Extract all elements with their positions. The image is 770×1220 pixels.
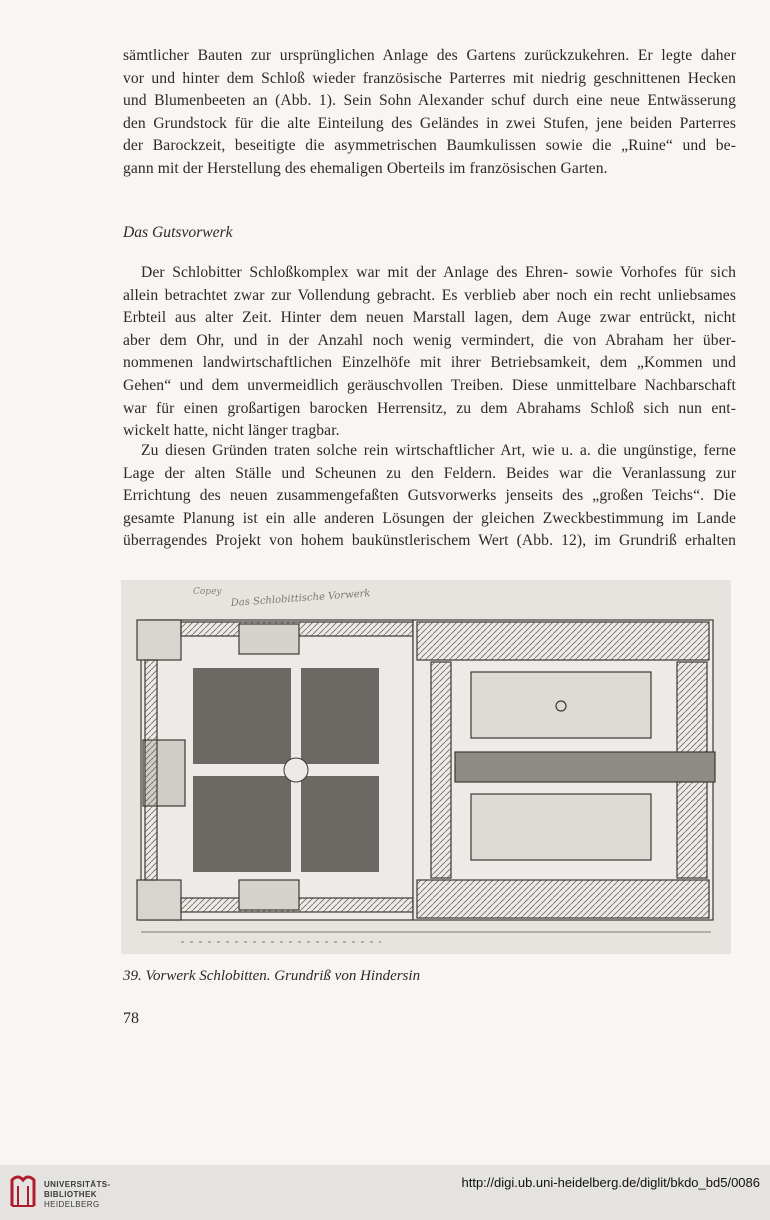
text-line: allein betrachtet zwar zur Vollendung gebracht. Es verblieb aber noch ein recht unliebsames: [123, 286, 736, 304]
floor-plan-figure: [121, 580, 731, 954]
floor-plan-drawing: [121, 580, 731, 954]
text-line: Lage der alten Ställe und Scheunen zu den Feldern. Beides war die Veranlassung zur: [123, 464, 736, 482]
section-heading: Das Gutsvorwerk: [123, 224, 233, 241]
figure-caption: 39. Vorwerk Schlobitten. Grundriß von Hindersin: [123, 968, 421, 984]
text-line: den Grundstock für die alte Einteilung des Geländes in zwei Stufen, jene beiden Parterres: [123, 114, 736, 132]
text-line: gesamte Planung ist ein alle anderen Lösungen der gleichen Zweckbestimmung im Lande: [123, 509, 736, 527]
library-line: BIBLIOTHEK: [44, 1190, 97, 1199]
text-line: Erbteil aus alter Zeit. Hinter dem neuen Marstall lagen, dem Auge zwar entrückt, nicht: [123, 309, 736, 327]
text-line: Der Schlobitter Schloßkomplex war mit der Anlage des Ehren- sowie Vorhofes für sich: [141, 264, 736, 281]
library-name: [44, 1180, 111, 1210]
text-line: gann mit der Herstellung des ehemaligen Oberteils im französischen Garten.: [123, 159, 608, 177]
text-line: Errichtung des neuen zusammengefaßten Gutsvorwerks jenseits des „großen Teichs“. Die: [123, 487, 736, 505]
text-line: nommenen landwirtschaftlichen Einzelhöfe mit ihrer Betriebsamkeit, dem „Kommen und: [123, 354, 736, 372]
text-line: aber dem Ohr, und in der Anzahl noch wenig vermindert, die von Abraham her über-: [123, 331, 736, 349]
text-line: sämtlicher Bauten zur ursprünglichen Anlage des Gartens zurückzukehren. Er legte daher: [123, 47, 736, 64]
text-line: war für einen großartigen barocken Herrensitz, zu dem Abrahams Schloß sich nun ent-: [123, 399, 736, 417]
library-line: HEIDELBERG: [44, 1200, 100, 1209]
text-line: überragendes Projekt von hohem baukünstlerischem Wert (Abb. 12), im Grundriß erhalten: [123, 532, 736, 550]
paragraph-gutsvorwerk: [123, 262, 736, 443]
paragraph-intro: [123, 45, 736, 181]
text-line: und Blumenbeeten an (Abb. 1). Sein Sohn Alexander schuf durch eine neue Entwässerung: [123, 92, 736, 110]
text-line: der Barockzeit, beseitigte die asymmetrischen Baumkulissen sowie die „Ruine“ und be-: [123, 137, 736, 155]
text-line: vor und hinter dem Schloß wieder französische Parterres mit niedrig geschnittenen Hecken: [123, 69, 736, 87]
text-line: wickelt hatte, nicht länger tragbar.: [123, 422, 340, 440]
left-courtyard: [137, 620, 413, 920]
page-number: 78: [123, 1010, 139, 1027]
source-url-link[interactable]: http://digi.ub.uni-heidelberg.de/diglit/bkdo_bd5/0086: [461, 1175, 760, 1190]
copy-mark-label: Copey: [193, 587, 222, 597]
text-line: Zu diesen Gründen traten solche rein wirtschaftlicher Art, wie u. a. die ungünstige, ferne: [141, 442, 736, 459]
text-line: Gehen“ und dem unvermeidlich geräuschvollen Treiben. Diese unmittelbare Nachbarschaft: [123, 376, 736, 394]
paragraph-reasons: [123, 440, 736, 553]
right-courtyard: [413, 620, 715, 920]
library-logo-icon: [8, 1172, 38, 1210]
handwritten-title: Das Schlobittische Vorwerk: [230, 588, 371, 609]
library-line: UNIVERSITÄTS-: [44, 1180, 111, 1189]
footer-bar: [0, 1165, 770, 1220]
